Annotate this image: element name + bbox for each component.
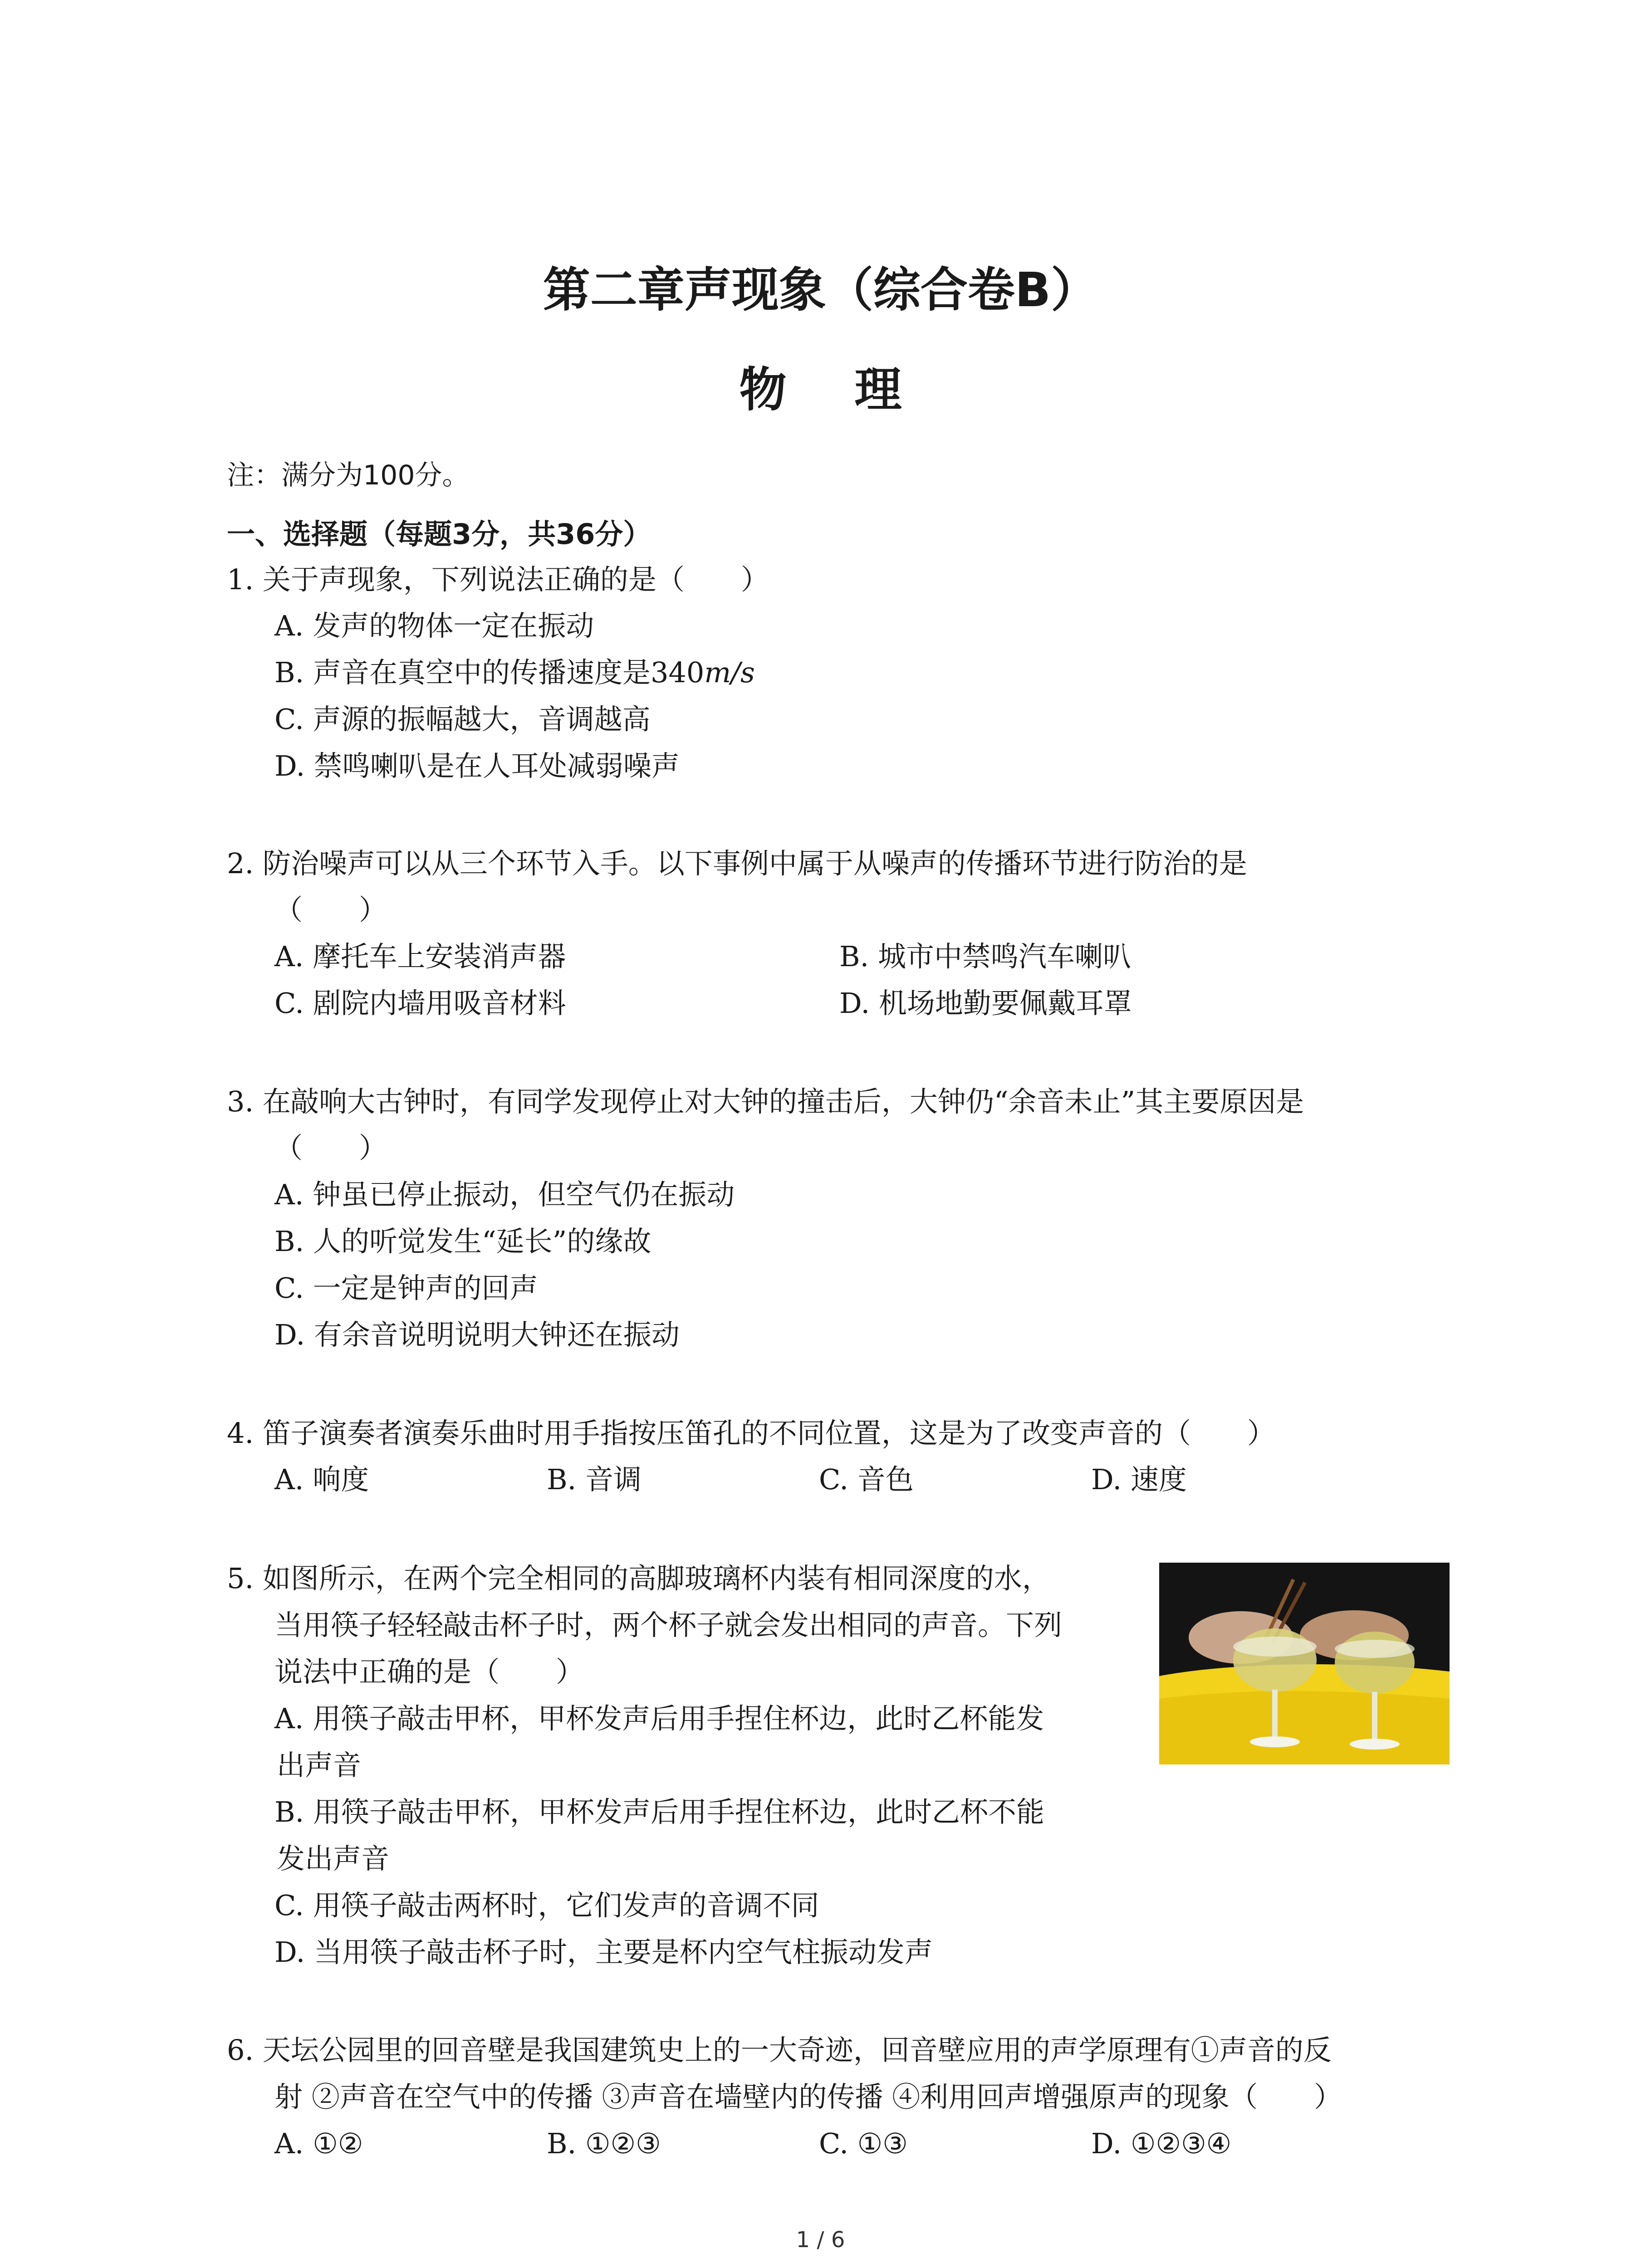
- question-2-stem: 2. 防治噪声可以从三个环节入手。以下事例中属于从噪声的传播环节进行防治的是: [227, 847, 1247, 880]
- q4-option-b: B. 音调: [547, 1463, 642, 1496]
- question-6-stem-line2: 射 ②声音在空气中的传播 ③声音在墙壁内的传播 ④利用回声增强原声的现象（ ）: [274, 2080, 1342, 2113]
- q3-option-c: C. 一定是钟声的回声: [274, 1271, 538, 1305]
- question-5-stem-line1: 5. 如图所示，在两个完全相同的高脚玻璃杯内装有相同深度的水，: [227, 1562, 1050, 1595]
- q1-option-c: C. 声源的振幅越大，音调越高: [274, 703, 651, 736]
- q1-option-a: A. 发声的物体一定在振动: [274, 609, 594, 642]
- q3-option-d: D. 有余音说明说明大钟还在振动: [274, 1318, 680, 1351]
- q2-option-b: B. 城市中禁鸣汽车喇叭: [839, 940, 1131, 973]
- q1-speed-unit: m/s: [704, 656, 755, 689]
- q4-option-a: A. 响度: [274, 1463, 369, 1496]
- q5-option-c: C. 用筷子敲击两杯时，它们发声的音调不同: [274, 1889, 819, 1922]
- question-2-bracket: （ ）: [274, 893, 387, 926]
- q2-option-a: A. 摩托车上安装消声器: [274, 940, 566, 973]
- q6-option-d: D. ①②③④: [1091, 2127, 1232, 2160]
- subject-title: 物理: [739, 362, 970, 417]
- q6-option-c: C. ①③: [819, 2127, 908, 2160]
- score-note: 注：满分为100分。: [227, 459, 470, 491]
- question-4-stem: 4. 笛子演奏者演奏乐曲时用手指按压笛孔的不同位置，这是为了改变声音的（ ）: [227, 1417, 1275, 1450]
- q5-option-d: D. 当用筷子敲击杯子时，主要是杯内空气柱振动发声: [274, 1936, 933, 1969]
- question-6-stem-line1: 6. 天坛公园里的回音壁是我国建筑史上的一大奇迹，回音壁应用的声学原理有①声音的反: [227, 2033, 1332, 2067]
- page-number: 1 / 6: [796, 2227, 845, 2253]
- question-3-bracket: （ ）: [274, 1131, 387, 1164]
- q3-option-a: A. 钟虽已停止振动，但空气仍在振动: [274, 1178, 735, 1211]
- q5-option-a-cont: 出声音: [277, 1749, 362, 1782]
- q5-option-b: B. 用筷子敲击甲杯，甲杯发声后用手捏住杯边，此时乙杯不能: [274, 1795, 1044, 1828]
- question-1-stem: 1. 关于声现象，下列说法正确的是（ ）: [227, 563, 769, 596]
- q6-option-a: A. ①②: [274, 2127, 363, 2160]
- wine-glasses-photo: [1159, 1563, 1450, 1765]
- section-title: 一、选择题（每题3分，共36分）: [227, 518, 652, 551]
- wine-glasses-illustration: [1159, 1563, 1450, 1765]
- q6-option-b: B. ①②③: [547, 2127, 661, 2160]
- page-title: 第二章声现象（综合卷B）: [543, 262, 1098, 318]
- question-3-stem: 3. 在敲响大古钟时，有同学发现停止对大钟的撞击后，大钟仍“余音未止”其主要原因是: [227, 1085, 1304, 1118]
- q5-option-b-cont: 发出声音: [277, 1842, 390, 1875]
- q2-option-d: D. 机场地勤要佩戴耳罩: [839, 987, 1132, 1020]
- q4-option-c: C. 音色: [819, 1463, 914, 1496]
- q1-option-b: B. 声音在真空中的传播速度是340m/s: [274, 656, 755, 689]
- q3-option-b: B. 人的听觉发生“延长”的缘故: [274, 1225, 652, 1258]
- question-5-stem-line2: 当用筷子轻轻敲击杯子时，两个杯子就会发出相同的声音。下列: [274, 1608, 1063, 1642]
- q1-option-d: D. 禁鸣喇叭是在人耳处减弱噪声: [274, 749, 680, 782]
- q5-option-a: A. 用筷子敲击甲杯，甲杯发声后用手捏住杯边，此时乙杯能发: [274, 1702, 1044, 1735]
- q2-option-c: C. 剧院内墙用吸音材料: [274, 987, 566, 1020]
- q4-option-d: D. 速度: [1091, 1463, 1187, 1496]
- question-5-stem-line3: 说法中正确的是（ ）: [274, 1655, 584, 1688]
